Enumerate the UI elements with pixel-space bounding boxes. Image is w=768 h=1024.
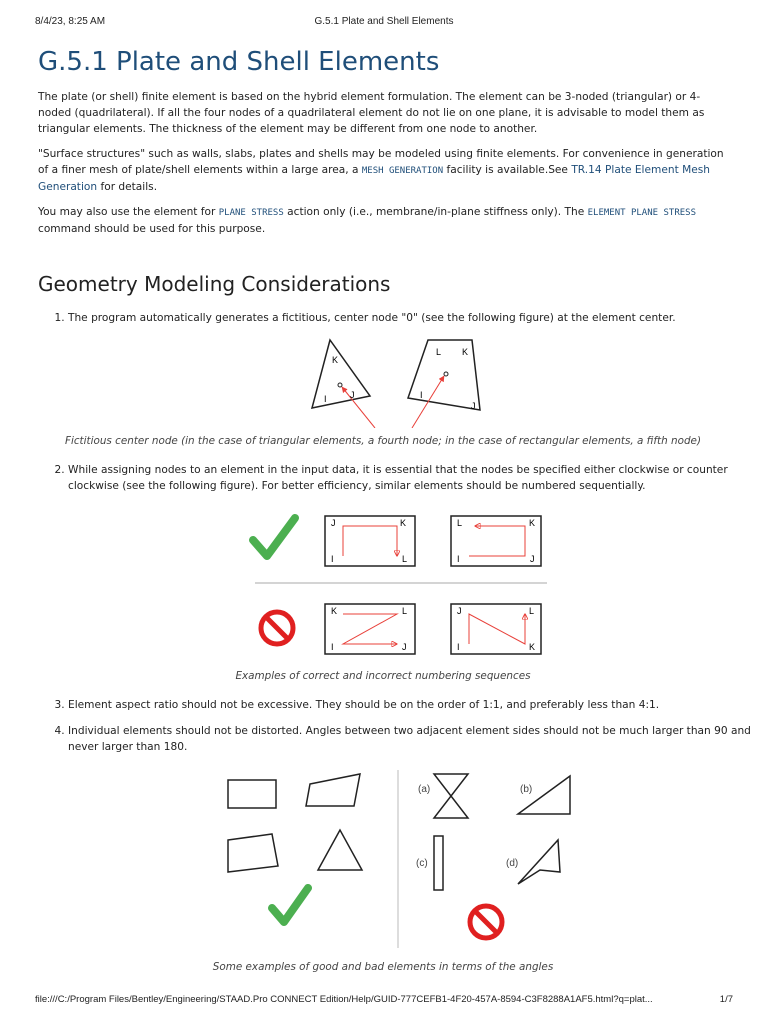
check-icon [272,888,308,922]
node-label: J [457,606,462,616]
mesh-generation-code: MESH GENERATION [361,166,444,176]
good-trapezoid [228,834,278,872]
list-item-2 [38,462,758,494]
node-label: I [457,554,460,564]
node-label: K [332,355,339,365]
node-label: K [529,642,536,652]
concave-quad [518,840,560,884]
tr14-mesh-generation-link[interactable]: TR.14 Plate Element Mesh Generation [38,164,710,193]
node-label: I [331,642,334,652]
no-icon [470,906,502,938]
node-label: L [402,606,408,616]
center-node [444,372,448,376]
sequence-arrow [469,614,525,644]
node-label: I [331,554,334,564]
node-label: J [350,390,355,400]
center-arrow [342,387,375,428]
text: command should be used for this purpose. [38,223,266,235]
good-triangle [318,830,362,870]
element-box [451,516,541,566]
print-timestamp: 8/4/23, 8:25 AM [35,16,106,27]
page-title: G.5.1 Plate and Shell Elements [38,47,440,77]
plane-stress-code: PLANE STRESS [218,208,284,218]
center-node-figure [300,338,500,428]
numbering-figure [245,510,555,660]
list-item-1 [38,310,758,326]
node-label: K [529,518,536,528]
bowtie-element [434,774,468,818]
list-item: 2. While assigning nodes to an element in the input data, it is essential that the nodes be specified either clockwise or counter clockwise (see the following figure). For better efficiency, similar elements should be numbered sequentially. [68,462,758,494]
element-angle-figure [222,766,582,952]
label-a: (a) [418,784,431,795]
label-c: (c) [416,858,428,869]
element-plane-stress-code: ELEMENT PLANE STRESS [587,208,696,218]
caption-center-node: Fictitious center node (in the case of triangular elements, a fourth node; in the case of rectangular elements, a fifth node) [64,435,702,447]
list-item-3 [38,697,758,713]
section-heading-geometry: Geometry Modeling Considerations [38,272,391,296]
node-label: I [420,390,423,400]
node-label: I [457,642,460,652]
label-d: (d) [506,858,519,869]
node-label: J [402,642,407,652]
page-number: 1/7 [719,994,733,1005]
sliver-triangle [518,776,570,814]
node-label: J [471,401,476,411]
file-path: file:///C:/Program Files/Bentley/Engineering/STAAD.Pro CONNECT Edition/Help/GUID-777CEFB1-4F20-457A-8594-C3F8288A1AF5.html?q=plat... [35,994,653,1005]
thin-rectangle [434,836,443,890]
triangle-element [312,340,370,408]
node-label: J [530,554,535,564]
text: You may also use the element for [38,206,219,218]
text: "Surface structures" such as walls, slabs, plates and shells may be modeled using finite elements. For convenience in generation of a finer mesh of plate/shell elements within a large area, a [38,148,724,176]
caption-angles: Some examples of good and bad elements in terms of the angles [212,961,554,973]
node-label: K [462,347,469,357]
label-b: (b) [520,784,533,795]
node-label: K [331,606,338,616]
text: action only (i.e., membrane/in-plane stiffness only). The [283,206,588,218]
list-item: 4. Individual elements should not be distorted. Angles between two adjacent element sides should not be much larger than 90 and never larger than 180. [68,723,758,755]
node-label: L [402,554,408,564]
print-page-title: G.5.1 Plate and Shell Elements [314,16,454,27]
check-icon [253,518,295,556]
center-node [338,383,342,387]
intro-paragraph-2 [38,146,728,195]
node-label: L [436,347,442,357]
text: for details. [97,181,158,193]
list-item: 1. The program automatically generates a fictitious, center node "0" (see the following figure) at the element center. [68,310,758,326]
print-footer [35,994,733,1005]
node-label: I [324,394,327,404]
center-arrow [412,376,444,428]
sequence-arrow [469,526,525,556]
node-label: K [400,518,407,528]
no-icon [261,612,293,644]
sequence-arrow [343,526,397,556]
good-rectangle [228,780,276,808]
intro-paragraph-1: The plate (or shell) finite element is based on the hybrid element formulation. The element can be 3-noded (triangular) or 4-noded (quadrilateral). If all the four nodes of a quadrilateral element do not lie on one plane, it is advisable to model them as triangular elements. The thickness of the element may be different from one node to another. [38,91,705,135]
intro-paragraph-3 [38,204,728,237]
sequence-arrow [343,614,397,644]
list-item-4 [38,723,758,755]
caption-numbering: Examples of correct and incorrect numbering sequences [235,670,531,682]
node-label: L [457,518,463,528]
node-label: J [331,518,336,528]
good-quad [306,774,360,806]
node-label: L [529,606,535,616]
list-item: 3. Element aspect ratio should not be excessive. They should be on the order of 1:1, and preferably less than 4:1. [68,697,758,713]
text: facility is available.See [443,164,572,176]
